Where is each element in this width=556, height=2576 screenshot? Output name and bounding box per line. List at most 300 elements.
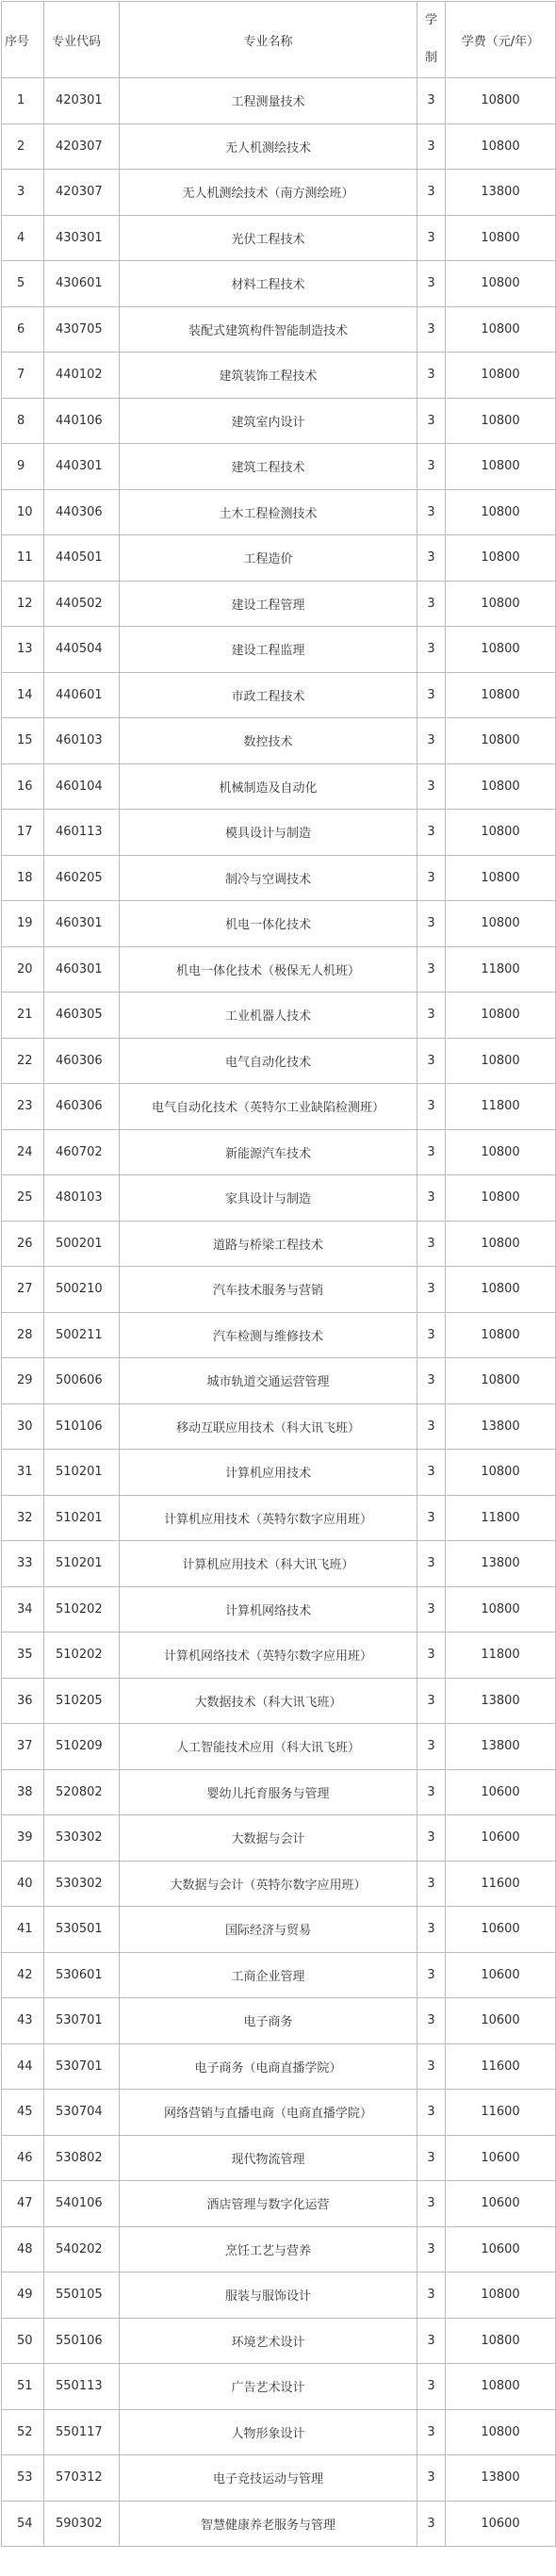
cell-name: 智慧健康养老服务与管理 xyxy=(120,2501,417,2547)
cell-seq: 6 xyxy=(2,306,44,353)
cell-name: 装配式建筑构件智能制造技术 xyxy=(120,306,417,353)
cell-duration: 3 xyxy=(417,810,446,856)
table-row xyxy=(2,810,556,856)
cell-code: 530302 xyxy=(44,1815,120,1862)
cell-duration: 3 xyxy=(417,1998,446,2044)
cell-name: 广告艺术设计 xyxy=(120,2364,417,2410)
cell-name: 电子竞技运动与管理 xyxy=(120,2455,417,2502)
cell-duration: 3 xyxy=(417,1175,446,1222)
cell-code: 460103 xyxy=(44,718,120,764)
cell-fee: 10800 xyxy=(446,2272,556,2319)
header-code: 专业代码 xyxy=(44,2,120,78)
cell-duration: 3 xyxy=(417,1633,446,1679)
header-fee: 学费（元/年） xyxy=(446,2,556,78)
cell-code: 500201 xyxy=(44,1221,120,1267)
table-row xyxy=(2,1267,556,1313)
cell-fee: 10800 xyxy=(446,215,556,261)
cell-fee: 11800 xyxy=(446,1495,556,1541)
cell-fee: 10600 xyxy=(446,1998,556,2044)
table-row xyxy=(2,2272,556,2319)
cell-duration: 3 xyxy=(417,1038,446,1084)
table-row xyxy=(2,2090,556,2136)
header-duration-line1: 学 xyxy=(424,13,437,27)
cell-name: 计算机网络技术（英特尔数字应用班） xyxy=(120,1633,417,1679)
cell-code: 500211 xyxy=(44,1312,120,1358)
cell-code: 550105 xyxy=(44,2272,120,2319)
cell-fee: 10800 xyxy=(446,489,556,535)
cell-name: 汽车检测与维修技术 xyxy=(120,1312,417,1358)
table-row xyxy=(2,1495,556,1541)
table-row xyxy=(2,353,556,399)
cell-name: 建设工程管理 xyxy=(120,581,417,627)
cell-seq: 14 xyxy=(2,672,44,718)
cell-name: 烹饪工艺与营养 xyxy=(120,2226,417,2272)
cell-name: 材料工程技术 xyxy=(120,261,417,307)
cell-duration: 3 xyxy=(417,1358,446,1404)
table-row xyxy=(2,398,556,444)
cell-code: 460306 xyxy=(44,1038,120,1084)
table-body xyxy=(2,78,556,2547)
cell-code: 530302 xyxy=(44,1861,120,1907)
cell-seq: 5 xyxy=(2,261,44,307)
cell-code: 440504 xyxy=(44,627,120,673)
cell-seq: 40 xyxy=(2,1861,44,1907)
cell-duration: 3 xyxy=(417,1769,446,1815)
cell-fee: 10800 xyxy=(446,1221,556,1267)
cell-fee: 10600 xyxy=(446,2135,556,2181)
header-duration-line2: 制 xyxy=(424,51,437,65)
table-row xyxy=(2,672,556,718)
table-row xyxy=(2,78,556,124)
table-row xyxy=(2,1633,556,1679)
cell-code: 530701 xyxy=(44,1998,120,2044)
cell-duration: 3 xyxy=(417,1221,446,1267)
cell-seq: 42 xyxy=(2,1952,44,1998)
cell-duration: 3 xyxy=(417,306,446,353)
cell-name: 市政工程技术 xyxy=(120,672,417,718)
cell-fee: 10800 xyxy=(446,2409,556,2455)
table-row xyxy=(2,946,556,993)
cell-fee: 10600 xyxy=(446,2181,556,2227)
header-seq: 序号 xyxy=(2,2,44,78)
table-row xyxy=(2,2181,556,2227)
cell-fee: 13800 xyxy=(446,170,556,216)
cell-seq: 49 xyxy=(2,2272,44,2319)
cell-name: 工业机器人技术 xyxy=(120,993,417,1039)
cell-fee: 10800 xyxy=(446,444,556,490)
cell-fee: 13800 xyxy=(446,2455,556,2502)
cell-code: 430705 xyxy=(44,306,120,353)
cell-seq: 36 xyxy=(2,1678,44,1724)
cell-fee: 11800 xyxy=(446,1633,556,1679)
table-row xyxy=(2,489,556,535)
cell-duration: 3 xyxy=(417,215,446,261)
cell-seq: 28 xyxy=(2,1312,44,1358)
cell-seq: 32 xyxy=(2,1495,44,1541)
cell-duration: 3 xyxy=(417,1312,446,1358)
cell-duration: 3 xyxy=(417,1084,446,1130)
cell-fee: 10800 xyxy=(446,1312,556,1358)
table-row xyxy=(2,1861,556,1907)
cell-fee: 10600 xyxy=(446,1907,556,1953)
cell-duration: 3 xyxy=(417,1450,446,1496)
cell-name: 新能源汽车技术 xyxy=(120,1129,417,1175)
cell-fee: 10800 xyxy=(446,2318,556,2364)
cell-code: 440301 xyxy=(44,444,120,490)
table-row xyxy=(2,718,556,764)
table-row xyxy=(2,170,556,216)
cell-code: 550113 xyxy=(44,2364,120,2410)
cell-duration: 3 xyxy=(417,1952,446,1998)
majors-fee-table xyxy=(1,1,556,2547)
cell-code: 520802 xyxy=(44,1769,120,1815)
cell-name: 大数据与会计 xyxy=(120,1815,417,1862)
cell-fee: 10800 xyxy=(446,672,556,718)
table-row xyxy=(2,2318,556,2364)
cell-fee: 10800 xyxy=(446,535,556,582)
cell-fee: 10800 xyxy=(446,855,556,901)
cell-name: 机电一体化技术 xyxy=(120,901,417,947)
cell-duration: 3 xyxy=(417,2501,446,2547)
cell-fee: 13800 xyxy=(446,1724,556,1770)
cell-code: 420307 xyxy=(44,170,120,216)
cell-fee: 10800 xyxy=(446,261,556,307)
cell-name: 建筑室内设计 xyxy=(120,398,417,444)
cell-fee: 10800 xyxy=(446,1586,556,1633)
cell-fee: 10800 xyxy=(446,1129,556,1175)
cell-seq: 41 xyxy=(2,1907,44,1953)
cell-duration: 3 xyxy=(417,78,446,124)
table-row xyxy=(2,2135,556,2181)
cell-code: 420301 xyxy=(44,78,120,124)
cell-fee: 11600 xyxy=(446,2043,556,2090)
table-row xyxy=(2,2043,556,2090)
table-row xyxy=(2,1724,556,1770)
cell-code: 440601 xyxy=(44,672,120,718)
cell-code: 440106 xyxy=(44,398,120,444)
table-row xyxy=(2,1678,556,1724)
table-row xyxy=(2,1175,556,1222)
cell-name: 酒店管理与数字化运营 xyxy=(120,2181,417,2227)
cell-fee: 10800 xyxy=(446,810,556,856)
cell-duration: 3 xyxy=(417,718,446,764)
cell-duration: 3 xyxy=(417,123,446,170)
table-row xyxy=(2,1312,556,1358)
cell-name: 网络营销与直播电商（电商直播学院） xyxy=(120,2090,417,2136)
cell-code: 510209 xyxy=(44,1724,120,1770)
cell-seq: 50 xyxy=(2,2318,44,2364)
cell-seq: 17 xyxy=(2,810,44,856)
cell-code: 460301 xyxy=(44,946,120,993)
cell-code: 530601 xyxy=(44,1952,120,1998)
cell-seq: 22 xyxy=(2,1038,44,1084)
table-row xyxy=(2,1998,556,2044)
cell-name: 现代物流管理 xyxy=(120,2135,417,2181)
cell-name: 电气自动化技术 xyxy=(120,1038,417,1084)
cell-seq: 37 xyxy=(2,1724,44,1770)
cell-name: 电子商务（电商直播学院） xyxy=(120,2043,417,2090)
table-row xyxy=(2,1541,556,1587)
table-row xyxy=(2,2409,556,2455)
table-row xyxy=(2,2364,556,2410)
cell-duration: 3 xyxy=(417,1129,446,1175)
cell-duration: 3 xyxy=(417,2090,446,2136)
cell-code: 430301 xyxy=(44,215,120,261)
cell-code: 510201 xyxy=(44,1450,120,1496)
table-row xyxy=(2,306,556,353)
cell-fee: 13800 xyxy=(446,1678,556,1724)
cell-name: 婴幼儿托育服务与管理 xyxy=(120,1769,417,1815)
table-row xyxy=(2,2455,556,2502)
cell-name: 无人机测绘技术（南方测绘班） xyxy=(120,170,417,216)
cell-duration: 3 xyxy=(417,1267,446,1313)
cell-name: 工程造价 xyxy=(120,535,417,582)
cell-code: 430601 xyxy=(44,261,120,307)
cell-name: 大数据技术（科大讯飞班） xyxy=(120,1678,417,1724)
cell-duration: 3 xyxy=(417,2226,446,2272)
cell-name: 汽车技术服务与营销 xyxy=(120,1267,417,1313)
cell-code: 550117 xyxy=(44,2409,120,2455)
cell-name: 机械制造及自动化 xyxy=(120,763,417,810)
table-row xyxy=(2,444,556,490)
table-row xyxy=(2,1815,556,1862)
cell-name: 大数据与会计（英特尔数字应用班） xyxy=(120,1861,417,1907)
table-row xyxy=(2,1084,556,1130)
table-row xyxy=(2,1586,556,1633)
table-row xyxy=(2,1221,556,1267)
table-row xyxy=(2,1358,556,1404)
cell-seq: 11 xyxy=(2,535,44,582)
cell-fee: 10800 xyxy=(446,993,556,1039)
cell-name: 电子商务 xyxy=(120,1998,417,2044)
cell-seq: 21 xyxy=(2,993,44,1039)
cell-duration: 3 xyxy=(417,1907,446,1953)
cell-name: 计算机网络技术 xyxy=(120,1586,417,1633)
cell-code: 440102 xyxy=(44,353,120,399)
cell-fee: 10600 xyxy=(446,1769,556,1815)
table-row xyxy=(2,261,556,307)
cell-duration: 3 xyxy=(417,581,446,627)
cell-code: 550106 xyxy=(44,2318,120,2364)
cell-code: 540106 xyxy=(44,2181,120,2227)
table-row xyxy=(2,1403,556,1450)
cell-seq: 46 xyxy=(2,2135,44,2181)
cell-seq: 25 xyxy=(2,1175,44,1222)
cell-seq: 4 xyxy=(2,215,44,261)
cell-fee: 11600 xyxy=(446,1861,556,1907)
table-row xyxy=(2,1952,556,1998)
cell-code: 510106 xyxy=(44,1403,120,1450)
cell-name: 机电一体化技术（极保无人机班） xyxy=(120,946,417,993)
table-header-row xyxy=(2,2,556,78)
cell-code: 420307 xyxy=(44,123,120,170)
cell-duration: 3 xyxy=(417,2455,446,2502)
cell-duration: 3 xyxy=(417,1815,446,1862)
header-name: 专业名称 xyxy=(120,2,417,78)
cell-duration: 3 xyxy=(417,763,446,810)
cell-seq: 38 xyxy=(2,1769,44,1815)
cell-name: 家具设计与制造 xyxy=(120,1175,417,1222)
cell-name: 服装与服饰设计 xyxy=(120,2272,417,2319)
cell-name: 光伏工程技术 xyxy=(120,215,417,261)
table-row xyxy=(2,1450,556,1496)
cell-fee: 10800 xyxy=(446,306,556,353)
cell-code: 530701 xyxy=(44,2043,120,2090)
cell-fee: 10800 xyxy=(446,398,556,444)
cell-duration: 3 xyxy=(417,993,446,1039)
cell-fee: 10800 xyxy=(446,1450,556,1496)
cell-code: 460113 xyxy=(44,810,120,856)
cell-name: 计算机应用技术 xyxy=(120,1450,417,1496)
cell-code: 510201 xyxy=(44,1495,120,1541)
cell-seq: 43 xyxy=(2,1998,44,2044)
cell-name: 计算机应用技术（英特尔数字应用班） xyxy=(120,1495,417,1541)
cell-seq: 54 xyxy=(2,2501,44,2547)
table-row xyxy=(2,1038,556,1084)
cell-duration: 3 xyxy=(417,1678,446,1724)
cell-duration: 3 xyxy=(417,353,446,399)
cell-seq: 2 xyxy=(2,123,44,170)
cell-code: 510202 xyxy=(44,1586,120,1633)
cell-name: 数控技术 xyxy=(120,718,417,764)
cell-seq: 44 xyxy=(2,2043,44,2090)
cell-seq: 52 xyxy=(2,2409,44,2455)
cell-code: 510201 xyxy=(44,1541,120,1587)
table-row xyxy=(2,1769,556,1815)
cell-code: 590302 xyxy=(44,2501,120,2547)
cell-code: 480103 xyxy=(44,1175,120,1222)
cell-name: 工商企业管理 xyxy=(120,1952,417,1998)
cell-name: 建筑装饰工程技术 xyxy=(120,353,417,399)
cell-code: 510205 xyxy=(44,1678,120,1724)
cell-duration: 3 xyxy=(417,672,446,718)
cell-seq: 23 xyxy=(2,1084,44,1130)
cell-fee: 10600 xyxy=(446,1952,556,1998)
cell-name: 国际经济与贸易 xyxy=(120,1907,417,1953)
cell-seq: 27 xyxy=(2,1267,44,1313)
cell-code: 460702 xyxy=(44,1129,120,1175)
cell-duration: 3 xyxy=(417,855,446,901)
cell-duration: 3 xyxy=(417,444,446,490)
cell-seq: 51 xyxy=(2,2364,44,2410)
cell-duration: 3 xyxy=(417,1724,446,1770)
table-row xyxy=(2,123,556,170)
cell-fee: 10800 xyxy=(446,2364,556,2410)
table-row xyxy=(2,901,556,947)
cell-name: 城市轨道交通运营管理 xyxy=(120,1358,417,1404)
cell-duration: 3 xyxy=(417,489,446,535)
cell-seq: 19 xyxy=(2,901,44,947)
cell-duration: 3 xyxy=(417,946,446,993)
cell-code: 460305 xyxy=(44,993,120,1039)
cell-fee: 10800 xyxy=(446,901,556,947)
cell-seq: 12 xyxy=(2,581,44,627)
cell-seq: 15 xyxy=(2,718,44,764)
table-row xyxy=(2,535,556,582)
cell-code: 570312 xyxy=(44,2455,120,2502)
cell-duration: 3 xyxy=(417,2043,446,2090)
table-row xyxy=(2,993,556,1039)
cell-fee: 10600 xyxy=(446,2501,556,2547)
cell-seq: 3 xyxy=(2,170,44,216)
header-duration xyxy=(417,2,446,78)
cell-fee: 10800 xyxy=(446,353,556,399)
cell-name: 土木工程检测技术 xyxy=(120,489,417,535)
cell-code: 510202 xyxy=(44,1633,120,1679)
cell-seq: 45 xyxy=(2,2090,44,2136)
cell-name: 无人机测绘技术 xyxy=(120,123,417,170)
cell-code: 500210 xyxy=(44,1267,120,1313)
cell-seq: 1 xyxy=(2,78,44,124)
cell-duration: 3 xyxy=(417,627,446,673)
cell-code: 530802 xyxy=(44,2135,120,2181)
cell-name: 环境艺术设计 xyxy=(120,2318,417,2364)
cell-seq: 26 xyxy=(2,1221,44,1267)
cell-fee: 10800 xyxy=(446,718,556,764)
cell-duration: 3 xyxy=(417,170,446,216)
cell-duration: 3 xyxy=(417,2181,446,2227)
cell-seq: 13 xyxy=(2,627,44,673)
cell-seq: 48 xyxy=(2,2226,44,2272)
cell-duration: 3 xyxy=(417,1541,446,1587)
cell-name: 工程测量技术 xyxy=(120,78,417,124)
cell-fee: 10800 xyxy=(446,1358,556,1404)
cell-duration: 3 xyxy=(417,1861,446,1907)
cell-fee: 11800 xyxy=(446,1084,556,1130)
cell-fee: 10800 xyxy=(446,1038,556,1084)
cell-duration: 3 xyxy=(417,1586,446,1633)
cell-name: 电气自动化技术（英特尔工业缺陷检测班） xyxy=(120,1084,417,1130)
cell-code: 460104 xyxy=(44,763,120,810)
cell-duration: 3 xyxy=(417,1403,446,1450)
cell-name: 制冷与空调技术 xyxy=(120,855,417,901)
cell-name: 人工智能技术应用（科大讯飞班） xyxy=(120,1724,417,1770)
cell-code: 460205 xyxy=(44,855,120,901)
cell-code: 460306 xyxy=(44,1084,120,1130)
cell-seq: 10 xyxy=(2,489,44,535)
cell-name: 建设工程监理 xyxy=(120,627,417,673)
cell-duration: 3 xyxy=(417,1495,446,1541)
cell-seq: 53 xyxy=(2,2455,44,2502)
cell-seq: 34 xyxy=(2,1586,44,1633)
cell-duration: 3 xyxy=(417,2409,446,2455)
cell-fee: 10600 xyxy=(446,2226,556,2272)
cell-name: 建筑工程技术 xyxy=(120,444,417,490)
cell-seq: 30 xyxy=(2,1403,44,1450)
table-row xyxy=(2,763,556,810)
cell-duration: 3 xyxy=(417,2135,446,2181)
cell-code: 500606 xyxy=(44,1358,120,1404)
cell-name: 计算机应用技术（科大讯飞班） xyxy=(120,1541,417,1587)
cell-fee: 11800 xyxy=(446,946,556,993)
cell-name: 移动互联应用技术（科大讯飞班） xyxy=(120,1403,417,1450)
cell-fee: 10800 xyxy=(446,627,556,673)
cell-fee: 13800 xyxy=(446,1403,556,1450)
cell-duration: 3 xyxy=(417,2318,446,2364)
cell-code: 440501 xyxy=(44,535,120,582)
cell-code: 530501 xyxy=(44,1907,120,1953)
table-row xyxy=(2,581,556,627)
cell-seq: 29 xyxy=(2,1358,44,1404)
table-row xyxy=(2,627,556,673)
cell-duration: 3 xyxy=(417,2364,446,2410)
cell-seq: 18 xyxy=(2,855,44,901)
cell-seq: 24 xyxy=(2,1129,44,1175)
table-row xyxy=(2,855,556,901)
cell-code: 460301 xyxy=(44,901,120,947)
cell-seq: 9 xyxy=(2,444,44,490)
cell-fee: 10800 xyxy=(446,763,556,810)
